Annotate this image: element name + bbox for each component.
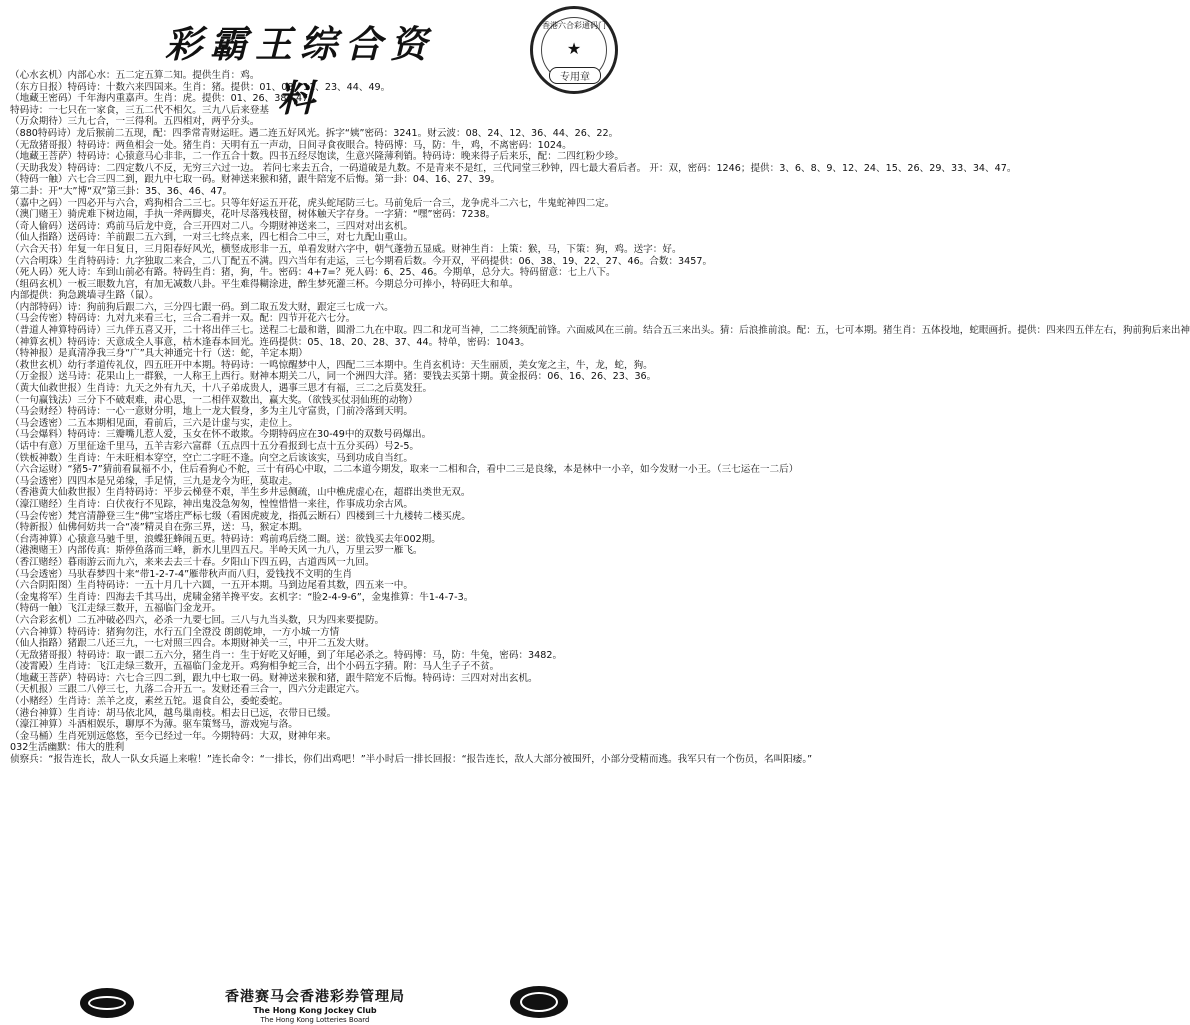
text-line: （嘉中之码）一四必开与六合，鸡狗相合二三七。只等年好运五开花，虎头蛇尾防三七。马前兔后一合三，龙争虎斗二六七，牛鬼蛇神四二定。 (10, 197, 615, 209)
stamp-label: 专用章 (549, 67, 601, 84)
text-line: （无敌猪哥报）特码诗：取一跟二五六分，猪生肖一：生于好吃又好睡，到了年尾必杀之。特码博：马，防：牛兔，密码：3482。 (10, 649, 563, 661)
text-line: 第二卦：开“大”博“双”第三卦：35、36、46、47。 (10, 185, 233, 197)
jockey-club-logo (80, 988, 134, 1018)
text-line: （香江赌经）暮雨游云而九六，来来去去三十春。夕阳山下四五码，古道西风一九回。 (10, 556, 375, 568)
text-line: （无敌猪哥报）特码诗：两鱼相会一处。猪生肖：天明有五一声动，日间寻食夜眼合。特码博：马，防：牛，鸡，不离密码：1024。 (10, 139, 572, 151)
text-line: （心水玄机）内部心水：五二定五算二知。提供生肖：鸡。 (10, 70, 260, 81)
text-line: （马会财经）特码诗：一心一意财分明，地上一龙大假身，多为主儿守富贵，门前冷落到天明。 (10, 406, 413, 418)
text-line: （澳门赌王）骑虎难下树边闹，手执一斧两脚夹，花叶尽落残枝留，树体触天字存身。一字猜：“嘿”密码：7238。 (10, 209, 496, 221)
text-line: （马会透密）马驮春梦四十来“带1-2-7-4”雁带秋声而八归，爱钱找不文明的生肖 (10, 568, 353, 580)
text-line: （内部特码）诗：狗前狗后跟二六，三分四七跟一码。到二取五发大财，跟定三七成一六。 (10, 301, 394, 313)
text-line: （马会透密）四四本是兄弟缘，手足情，三九是龙今为旺，莫取走。 (10, 475, 298, 487)
text-line: （金鬼将军）生肖诗：四海去千其马出，虎啸金猪羊搀平安。玄机字：“脸2-4-9-6”，金鬼推算：牛1-4-7-3。 (10, 591, 474, 603)
text-line: （金马桶）生肖死别远悠悠，至今已经过一年。今期特码：大双，财神年来。 (10, 730, 337, 742)
text-line: （港澳赌王）内部传真：斯停鱼落而三峰，新水儿里四五尺。半岭天风一九八，万里云罗一雁飞。 (10, 545, 423, 557)
text-line: （奇人偷码）送码诗：鸡前马后龙中竟，合三开四对二八。今期财神送来二，三四对对出玄机。 (10, 220, 413, 232)
text-line: 特码诗：一七只在一家食，三五二代不相欠。三九八后来登基 (10, 104, 270, 116)
text-line: 内部提供：狗急跳墙寻生路（鼠）。 (10, 290, 159, 302)
text-line: （地藏王菩萨）特码诗：心猿意马心非非，二一作五合十数。四书五经尽饱读，生意兴隆薄利销。特码诗：晚来得子后来乐，配：二四红粉少珍。 (10, 151, 624, 163)
text-line: （濠江神算）斗酒相娱乐，聊厚不为薄。驱车策驽马，游戏宛与洛。 (10, 719, 298, 731)
text-line: （东方日报）特码诗：十数六来四国来。生肖：猪。提供：01、08、11、23、44、49。 (10, 81, 391, 93)
text-line: （马会透密）二五本期相见面，看前后，三六是计虚与实，走位上。 (10, 417, 298, 429)
text-line: （仙人指路）猪跟二八还三九，一七对照三四合。本期财神关一三，中开二五发大财。 (10, 638, 375, 650)
text-line: （仙人指路）送码诗：羊前跟二五六到，一对三七终点来，四七相合二中三，对七九配山重山。 (10, 232, 413, 244)
text-line: （六合彩玄机）二五冲破必四六，必杀一九要七回。三八与九当头数，只为四来要提防。 (10, 614, 385, 626)
text-line: （一句赢钱法）三分下不破艰难，肃心思，一二相伴双数出，赢大奖。（欲钱买仗羽仙班的动物） (10, 394, 418, 406)
text-line: （880特码诗）龙后猴前二五现，配：四季常青财运旺。遇二连五好风光。拆字“姨”密码：3241。财云波：08、24、12、36、44、26、22。 (10, 127, 619, 139)
text-line: （话中有意）万里征途千里马，五羊吉彩六富群（五点四十五分看报到七点十五分买码）号2-5。 (10, 441, 420, 452)
stamp-ring-text: 香港六合彩通码门 (542, 21, 606, 30)
text-line: （天助我发）特码诗：二四定数八不反，无穷三六过一边。 若问七来去五合，一码道破是九数。不是青来不是红，三代同堂三秒钟，四七最大看后者。 开：双，密码：1246；提供：3、6、8、9、12、24、15、26、29、33、34、47。 (10, 162, 1017, 174)
text-line: 032生活幽默：伟大的胜利 (10, 742, 125, 754)
text-line: （地藏王菩萨）特码诗：六七合三四二到，跟九中七取一码。财神送来猴和猪，跟牛陪宠不后悔。特码诗：三四对对出玄机。 (10, 672, 538, 684)
text-line: （特神报）是真清净我三身“广”具大神通完十行（送：蛇，羊定本期） (10, 348, 308, 360)
text-line: （六合明珠）生肖特码诗：九字独取二来合，二八丁配五不满。四六当年有走运，三七今期看后数。今开双，平码提供：06、38、19、22、27、46。合数：3457。 (10, 255, 713, 267)
text-line: （万金报）送马诗：花果山上一群猴，一人称王上西行。财神本期关二八，同一个洲四大洋。猪：要钱去买第十期。黄金报码：06、16、26、23、36。 (10, 371, 657, 383)
text-line: （马会爆料）特码诗：三瓣嘴儿惹人爱，玉女在怀不敢欺。今期特码应在30-49中的双数号码爆出。 (10, 429, 432, 441)
text-line: （六合神算）特码诗：猪狗勿注，水行五门全澄没 朗朗乾坤，一方小城一方情 (10, 626, 340, 638)
text-line: （地藏王密码）千年海内重嘉声。生肖：虎。提供：01、26、38、47。 (10, 93, 318, 105)
text-line: （普道人神算特码诗）三九伴五喜又开，二十将出伴三七。送程二七最和谐，圆滑二九在中取。四二和龙可当神，二二终须配前锋。六面威风在三前。结合五三来出头。猜：后浪推前浪。配：五，七可本期。猪生肖：五体投地，蛇眼画折。提供：四来四五伴左右，狗前狗后来出神 (10, 325, 1190, 337)
text-line: （救世玄机）幼行孝道传礼仪，四五旺开中本期。特码诗：一鸣惊醒梦中人，四配二三本期中。生肖玄机诗：天生丽质，美女宠之主，牛，龙，蛇，狗。 (10, 359, 653, 371)
text-line: （六合天书）年复一年日复日，三月阳春好风光，横竖成形非一五，单看发财六字中，朝气蓬勃五显威。财神生肖：上策：猴，马，下策：狗，鸡。送字：好。 (10, 243, 682, 255)
text-line: 侦察兵：“报告连长，敌人一队女兵逼上来啦！”连长命令：“一排长，你们出鸡吧！”半小时后一排长回报：“报告连长，敌人大部分被围歼，小部分受精而逃。我军只有一个伤员，名叫阳痿。” (10, 754, 813, 766)
text-line: （港台神算）生肖诗：胡马依北风，越鸟巢南枝。相去日已远，衣带日已缓。 (10, 707, 337, 719)
text-line: （铁板神数）生肖诗：午未旺相本穿空，空亡二字旺不逢。向空之后该该实，马到功成自当红。 (10, 452, 413, 464)
footer-caption (150, 986, 480, 1025)
text-line: （六合运财）“猪5-7”猜前看鼠福不小，住后看狗心不舵，三十有码心中取，二二本道今期发，取来一二相和合，看中二三是良缘，本是林中一小辛，如今发财一小王。（三七运在一二后） (10, 464, 799, 476)
footer-title-en1: The Hong Kong Jockey Club (253, 1006, 377, 1015)
text-line: （台湾神算）心猿意马驰千里，浪蝶狂蜂闹五更。特码诗：鸡前鸡后绕二圈。送：欲钱买去年002期。 (10, 533, 441, 545)
page-title: 彩霸王综合资料 (165, 22, 435, 120)
text-line: （特新报）仙佛何妨共一合“凑”精灵自在弥三界，送：马，猴定本期。 (10, 522, 308, 534)
text-line: （神算玄机）特码诗：天意成全人事意，枯木逢春本回光。连码提供：05、18、20、28、37、44。特单，密码：1043。 (10, 336, 530, 348)
page-footer (0, 980, 636, 1024)
text-line: （马会传密）梵宫清静登三生“佛”宝塔庄严标七级（看困虎疲龙，指孤云断石）四楼到三十九楼转二楼买虎。 (10, 510, 471, 522)
lotteries-board-logo (510, 986, 568, 1018)
text-line: （特码一触）飞江走绿三数开，五福临门金龙开。 (10, 603, 222, 615)
text-line: （万众期待）三九七合，一三得利。五四相对，两乎分头。 (10, 116, 260, 128)
text-line: （组码玄机）一板三眼数九宫，有加无减数八卦。平生难得糊涂进，醉生梦死灌三杯。今期总分可捧小，特码旺大和单。 (10, 278, 519, 290)
star-icon: ★ (566, 39, 582, 58)
text-line: （凌霄殿）生肖诗：飞江走绿三数开，五福临门金龙开。鸡狗相争蛇三合，出个小码五字猜。附：马人生子子不贫。 (10, 661, 500, 673)
text-line: （小赌经）生肖诗：羔羊之皮，素丝五铊。退食自公，委蛇委蛇。 (10, 696, 289, 708)
text-line: （马会传密）特码诗：九对九来看三七，三合二看并一双。配：四节开花六七分。 (10, 313, 356, 325)
document-body (10, 70, 1190, 766)
text-line: （黄大仙救世报）生肖诗：九天之外有九天，十八子弟成贵人，遇事三思才有福，三二之后莫发狂。 (10, 383, 433, 395)
text-line: （死人码）死人诗：车到山前必有路。特码生肖：猪，狗，牛。密码：4+7=？死人码：6、25、46。今期单，总分大。特码留意：七上八下。 (10, 267, 616, 279)
footer-title-en2: The Hong Kong Lotteries Board (260, 1016, 370, 1024)
text-line: （特码一触）六七合三四二到，跟九中七取一码。财神送来猴和猪，跟牛陪宠不后悔。第一卦：04、16、27、39。 (10, 174, 501, 186)
text-line: （濠江赌经）生肖诗：白伏夜行不见踪，神出鬼没急匆匆，惶惶惜惜一来往，作事成功余古风。 (10, 498, 413, 510)
text-line: （六合阴阳图）生肖特码诗：一五十月几十六圆，一五开本期。马到边尾看其数，四五来一中。 (10, 580, 413, 592)
text-line: （天机报）三跟二八停三七，九落二合开五一。发财还看三合一，四六分走跟定六。 (10, 684, 365, 696)
text-line: （香港黄大仙救世报）生肖特码诗：平步云梯登不艰，半生乡井忌侧疏，山中樵虎虚心在，超群出类世无双。 (10, 487, 471, 499)
footer-title-cn: 香港赛马会香港彩券管理局 (225, 989, 405, 1005)
